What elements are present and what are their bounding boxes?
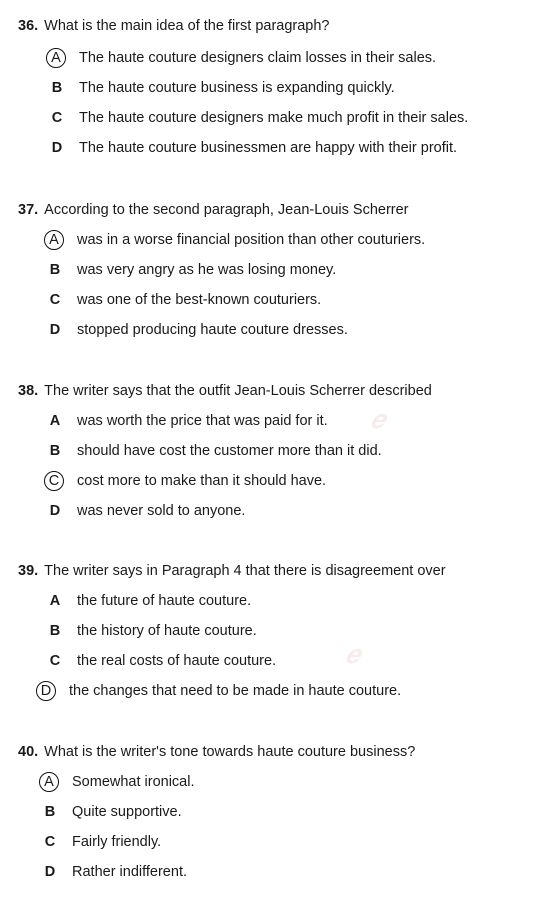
watermark-mark: 𝒆 bbox=[370, 405, 386, 435]
option-letter: C bbox=[49, 653, 61, 669]
question-stem bbox=[18, 744, 415, 760]
option-text: The haute couture businessmen are happy with their profit. bbox=[79, 140, 458, 156]
option-text: cost more to make than it should have. bbox=[77, 473, 327, 489]
question-stem bbox=[18, 202, 409, 218]
option-text: the changes that need to be made in haute couture. bbox=[69, 683, 402, 699]
question-number: 38. bbox=[18, 383, 39, 399]
option-text: was one of the best-known couturiers. bbox=[77, 292, 322, 308]
option-letter: D bbox=[44, 864, 56, 880]
question-text: What is the writer's tone towards haute couture business? bbox=[44, 744, 416, 760]
option-text: Fairly friendly. bbox=[72, 834, 162, 850]
option-text: was in a worse financial position than other couturiers. bbox=[77, 232, 426, 248]
option-letter: A bbox=[44, 230, 64, 250]
option-text: the history of haute couture. bbox=[77, 623, 257, 639]
question-stem bbox=[18, 563, 446, 579]
option-text: The haute couture designers claim losses in their sales. bbox=[79, 50, 437, 66]
option-text: The haute couture business is expanding quickly. bbox=[79, 80, 395, 96]
watermark-mark: 𝒆 bbox=[345, 640, 361, 670]
question-text: The writer says in Paragraph 4 that there is disagreement over bbox=[44, 563, 446, 579]
option-letter: D bbox=[51, 140, 63, 156]
option-letter: C bbox=[44, 834, 56, 850]
question-text: According to the second paragraph, Jean-Louis Scherrer bbox=[44, 202, 409, 218]
option-letter: C bbox=[44, 471, 64, 491]
question-number: 40. bbox=[18, 744, 39, 760]
question-number: 39. bbox=[18, 563, 39, 579]
question-stem bbox=[18, 18, 330, 34]
option-text: Somewhat ironical. bbox=[72, 774, 195, 790]
option-letter: B bbox=[44, 804, 56, 820]
option-letter: B bbox=[51, 80, 63, 96]
option-text: The haute couture designers make much profit in their sales. bbox=[79, 110, 469, 126]
option-letter: C bbox=[51, 110, 63, 126]
option-text: the future of haute couture. bbox=[77, 593, 252, 609]
option-text: Rather indifferent. bbox=[72, 864, 187, 880]
question-text: What is the main idea of the first paragraph? bbox=[44, 18, 330, 34]
option-letter: D bbox=[36, 681, 56, 701]
option-letter: A bbox=[49, 413, 61, 429]
option-text: was very angry as he was losing money. bbox=[77, 262, 337, 278]
option-text: was worth the price that was paid for it. bbox=[77, 413, 328, 429]
option-letter: B bbox=[49, 623, 61, 639]
option-letter: D bbox=[49, 503, 61, 519]
option-text: the real costs of haute couture. bbox=[77, 653, 277, 669]
question-number: 36. bbox=[18, 18, 39, 34]
question-text: The writer says that the outfit Jean-Louis Scherrer described bbox=[44, 383, 432, 399]
question-stem bbox=[18, 383, 432, 399]
option-text: stopped producing haute couture dresses. bbox=[77, 322, 348, 338]
option-letter: C bbox=[49, 292, 61, 308]
option-text: was never sold to anyone. bbox=[77, 503, 246, 519]
option-letter: B bbox=[49, 262, 61, 278]
option-letter: B bbox=[49, 443, 61, 459]
option-text: Quite supportive. bbox=[72, 804, 182, 820]
question-number: 37. bbox=[18, 202, 39, 218]
option-letter: D bbox=[49, 322, 61, 338]
option-letter: A bbox=[39, 772, 59, 792]
option-letter: A bbox=[49, 593, 61, 609]
option-letter: A bbox=[46, 48, 66, 68]
option-text: should have cost the customer more than it did. bbox=[77, 443, 382, 459]
